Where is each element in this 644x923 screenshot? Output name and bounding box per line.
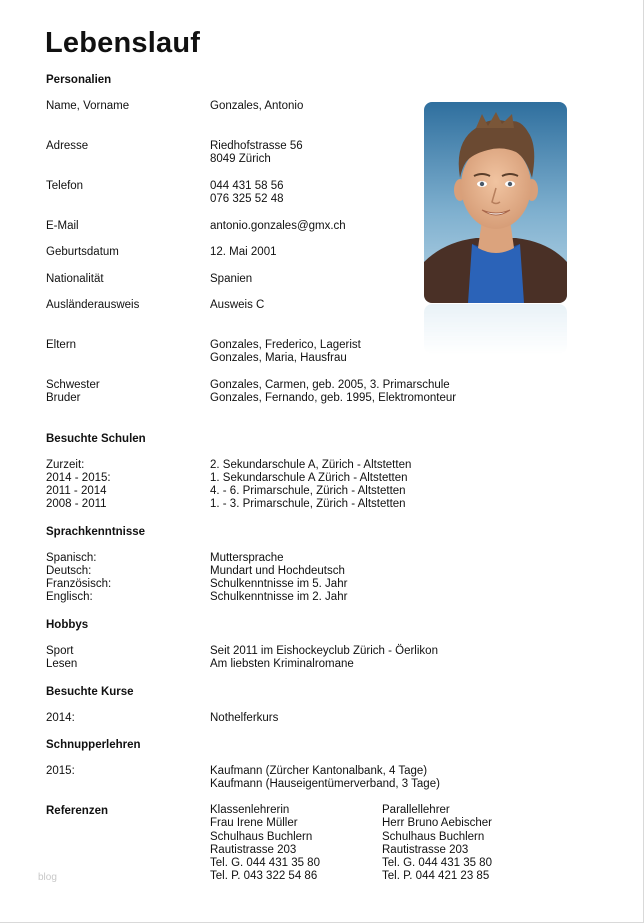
referenz-2-line-4: Tel. G. 044 431 35 80	[382, 857, 492, 869]
sprache-label-2: Französisch:	[46, 578, 112, 590]
referenz-1-line-4: Tel. G. 044 431 35 80	[210, 857, 320, 869]
schule-value-2: 4. - 6. Primarschule, Zürich - Altstetten	[210, 485, 406, 497]
eltern-line-2: Gonzales, Maria, Hausfrau	[210, 352, 347, 364]
referenz-2-line-1: Herr Bruno Aebischer	[382, 817, 492, 829]
sprache-value-1: Mundart und Hochdeutsch	[210, 565, 345, 577]
schule-label-1: 2014 - 2015:	[46, 472, 111, 484]
referenz-2-line-5: Tel. P. 044 421 23 85	[382, 870, 490, 882]
schule-label-2: 2011 - 2014	[46, 485, 107, 497]
schwester-value: Gonzales, Carmen, geb. 2005, 3. Primarschule	[210, 379, 450, 391]
nationalitaet-value: Spanien	[210, 273, 253, 285]
geburtsdatum-value: 12. Mai 2001	[210, 246, 277, 258]
section-heading-schulen: Besuchte Schulen	[46, 433, 146, 445]
schnupperlehre-label: 2015:	[46, 765, 75, 777]
email-value: antonio.gonzales@gmx.ch	[210, 220, 346, 232]
referenz-2-line-0: Parallellehrer	[382, 804, 450, 816]
telefon-line-2: 076 325 52 48	[210, 193, 284, 205]
bruder-label: Bruder	[46, 392, 81, 404]
hobby-label-1: Lesen	[46, 658, 78, 670]
referenz-1-line-3: Rautistrasse 203	[210, 844, 297, 856]
sprache-value-0: Muttersprache	[210, 552, 284, 564]
auslaender-value: Ausweis C	[210, 299, 265, 311]
section-heading-sprachen: Sprachkenntnisse	[46, 526, 146, 538]
sprache-label-0: Spanisch:	[46, 552, 97, 564]
name-value: Gonzales, Antonio	[210, 100, 304, 112]
schule-label-3: 2008 - 2011	[46, 498, 107, 510]
section-heading-kurse: Besuchte Kurse	[46, 686, 134, 698]
eltern-line-1: Gonzales, Frederico, Lagerist	[210, 339, 361, 351]
schule-value-3: 1. - 3. Primarschule, Zürich - Altstetten	[210, 498, 406, 510]
hobby-label-0: Sport	[46, 645, 74, 657]
portrait-image	[424, 102, 567, 303]
referenz-1-line-0: Klassenlehrerin	[210, 804, 290, 816]
adresse-line-2: 8049 Zürich	[210, 153, 271, 165]
sprache-value-2: Schulkenntnisse im 5. Jahr	[210, 578, 348, 590]
hobby-value-0: Seit 2011 im Eishockeyclub Zürich - Öerlikon	[210, 645, 438, 657]
auslaender-label: Ausländerausweis	[46, 299, 140, 311]
sprache-value-3: Schulkenntnisse im 2. Jahr	[210, 591, 348, 603]
telefon-line-1: 044 431 58 56	[210, 180, 284, 192]
kurs-value: Nothelferkurs	[210, 712, 279, 724]
referenz-2-line-2: Schulhaus Buchlern	[382, 831, 485, 843]
referenz-1-line-5: Tel. P. 043 322 54 86	[210, 870, 318, 882]
portrait-photo-frame	[424, 102, 567, 354]
bruder-value: Gonzales, Fernando, geb. 1995, Elektromonteur	[210, 392, 457, 404]
adresse-label: Adresse	[46, 140, 89, 152]
schnupperlehre-line-1: Kaufmann (Zürcher Kantonalbank, 4 Tage)	[210, 765, 428, 777]
email-label: E-Mail	[46, 220, 79, 232]
kurs-label: 2014:	[46, 712, 75, 724]
schnupperlehre-line-2: Kaufmann (Hauseigentümerverband, 3 Tage)	[210, 778, 440, 790]
schule-label-0: Zurzeit:	[46, 459, 85, 471]
name-label: Name, Vorname	[46, 100, 130, 112]
referenz-1-line-2: Schulhaus Buchlern	[210, 831, 313, 843]
section-heading-personalien: Personalien	[46, 74, 112, 86]
schwester-label: Schwester	[46, 379, 100, 391]
section-heading-referenzen: Referenzen	[46, 805, 108, 817]
hobby-value-1: Am liebsten Kriminalromane	[210, 658, 354, 670]
sprache-label-3: Englisch:	[46, 591, 93, 603]
portrait-reflection	[424, 304, 567, 354]
section-heading-hobbys: Hobbys	[46, 619, 89, 631]
referenz-2-line-3: Rautistrasse 203	[382, 844, 469, 856]
schule-value-0: 2. Sekundarschule A, Zürich - Altstetten	[210, 459, 412, 471]
adresse-line-1: Riedhofstrasse 56	[210, 140, 303, 152]
nationalitaet-label: Nationalität	[46, 273, 104, 285]
eltern-label: Eltern	[46, 339, 77, 351]
geburtsdatum-label: Geburtsdatum	[46, 246, 119, 258]
schule-value-1: 1. Sekundarschule A Zürich - Altstetten	[210, 472, 408, 484]
telefon-label: Telefon	[46, 180, 84, 192]
sprache-label-1: Deutsch:	[46, 565, 92, 577]
section-heading-schnupperlehren: Schnupperlehren	[46, 739, 141, 751]
watermark: blog	[38, 872, 57, 883]
page-title: Lebenslauf	[45, 27, 201, 59]
portrait-photo	[424, 102, 567, 303]
referenz-1-line-1: Frau Irene Müller	[210, 817, 298, 829]
